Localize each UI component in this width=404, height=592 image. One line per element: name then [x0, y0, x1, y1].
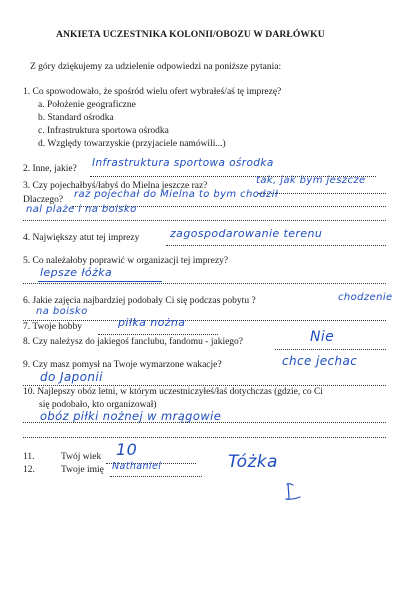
question-1: 1. Co spowodowało, że spośród wielu ofert wybrałeś/aś tę imprezę?: [23, 87, 282, 97]
q6-answer-2[interactable]: na boisko: [36, 306, 88, 317]
question-9: 9. Czy masz pomysł na Twoje wymarzone wakacje?: [23, 360, 222, 370]
q12-answer-line: [110, 476, 202, 477]
q5-answer-line: [23, 283, 386, 284]
question-8: 8. Czy należysz do jakiegoś fanclubu, fandomu - jakiego?: [23, 337, 244, 347]
question-6: 6. Jakie zajęcia najbardziej podobały Ci się podczas pobytu ?: [23, 296, 256, 306]
q9-answer-2[interactable]: do Japonii: [40, 370, 103, 384]
intro-text: Z góry dziękujemy za udzielenie odpowiedzi na poniższe pytania:: [30, 62, 282, 72]
q11-number: 11.: [23, 452, 35, 462]
q1-option-a: a. Położenie geograficzne: [38, 100, 136, 110]
q5-answer-underline: [38, 281, 162, 282]
q8-answer[interactable]: Nie: [310, 329, 335, 345]
q1-option-d: d. Względy towarzyskie (przyjaciele namówili...): [38, 139, 226, 149]
q12-signature: Tóżka: [228, 452, 278, 472]
q1-option-b: b. Standard ośrodka: [38, 113, 114, 123]
q12-answer[interactable]: Nathaniel: [112, 461, 162, 472]
q1-option-c: c. Infrastruktura sportowa ośrodka: [38, 126, 169, 136]
q3-why-line-2: [23, 220, 386, 221]
q10-answer-line-2: [23, 437, 386, 438]
q7-answer-line: [98, 334, 218, 335]
question-10-line-1: 10. Najlepszy obóz letni, w którym uczestniczyłeś/łaś dotychczas (gdzie, co Ci: [23, 387, 323, 397]
q7-answer[interactable]: piłka nożna: [118, 316, 186, 329]
q12-number: 12.: [23, 465, 35, 475]
question-4: 4. Największy atut tej imprezy: [23, 233, 140, 243]
question-3: 3. Czy pojechałbyś/łabyś do Mielna jeszcze raz?: [23, 181, 208, 191]
q9-answer-line: [23, 385, 386, 386]
q11-label: Twój wiek: [61, 452, 102, 462]
q8-answer-line: [275, 349, 386, 350]
handwritten-mark-icon: [284, 480, 304, 504]
question-2: 2. Inne, jakie?: [23, 164, 77, 174]
q12-label: Twoje imię: [61, 465, 104, 475]
q10-answer-line-1: [23, 422, 386, 423]
q5-answer[interactable]: lepsze łóżka: [40, 266, 113, 279]
q10-answer[interactable]: obóz piłki nożnej w mrągowie: [40, 409, 222, 423]
question-7: 7. Twoje hobby: [23, 322, 83, 332]
q6-answer-1[interactable]: chodzenie: [338, 292, 393, 303]
q2-answer[interactable]: Infrastruktura sportowa ośrodka: [92, 157, 274, 169]
q3-why-answer-2[interactable]: nal plaże i na boisko: [26, 204, 137, 215]
q4-answer[interactable]: zagospodarowanie terenu: [170, 227, 323, 240]
q3-answer[interactable]: tak, jak bym jeszcze: [256, 175, 366, 186]
page-title: ANKIETA UCZESTNIKA KOLONII/OBOZU W DARŁÓWKU: [56, 29, 325, 40]
q6-answer-line: [23, 320, 386, 321]
q11-answer[interactable]: 10: [116, 440, 138, 459]
question-5: 5. Co należałoby poprawić w organizacji tej imprezy?: [23, 256, 229, 266]
question-10-line-2: się podobało, kto organizował): [39, 400, 157, 410]
q4-answer-line: [166, 245, 386, 246]
q3-why-label: Dlaczego?: [23, 195, 64, 205]
q9-answer-1[interactable]: chce jechac: [282, 354, 358, 368]
q3-why-answer-1[interactable]: raz pojechał do Mielna to bym chodził: [74, 189, 279, 200]
